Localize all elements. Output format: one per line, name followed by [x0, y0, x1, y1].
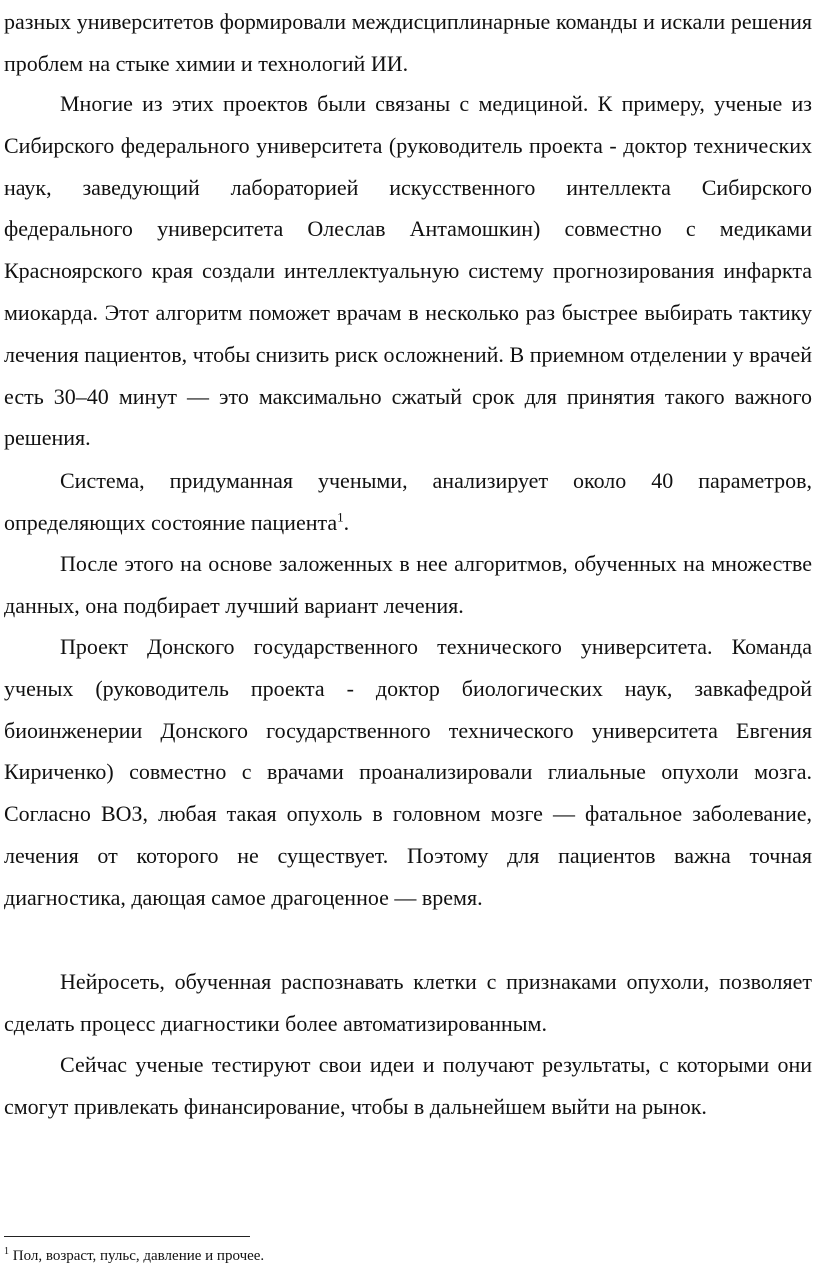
footnote-reference[interactable]: 1: [337, 509, 344, 525]
paragraph-system-parameters-tail: .: [343, 509, 350, 535]
footnote-text: Пол, возраст, пульс, давление и прочее.: [9, 1248, 265, 1264]
paragraph-continuation: разных университетов формировали междисциплинарные команды и искали решения проблем на стыке химии и технологий ИИ.: [4, 9, 812, 76]
paragraph-algorithm-treatment: После этого на основе заложенных в нее алгоритмов, обученных на множестве данных, она подбирает лучший вариант лечения.: [4, 551, 812, 618]
paragraph-dstu-project: Проект Донского государственного технического университета. Команда ученых (руководитель проекта - доктор биологических наук, завкафедрой биоинженерии Донского государственного технического университета Евгения Кириченко) совместно с врачами проанализировали глиальные опухоли мозга. Согласно ВОЗ, любая такая опухоль в головном мозге — фатальное заболевание, лечения от которого не существует. Поэтому для пациентов важна точная диагностика, дающая самое драгоценное — время.: [4, 634, 812, 910]
paragraph-neural-network: Нейросеть, обученная распознавать клетки с признаками опухоли, позволяет сделать процесс диагностики более автоматизированным.: [4, 969, 812, 1036]
footnote-separator: [4, 1236, 250, 1237]
paragraph-system-parameters-text: Система, придуманная учеными, анализирует около 40 параметров, определяющих состояние пациента: [4, 468, 812, 535]
paragraph-sfu-project: Многие из этих проектов были связаны с медициной. К примеру, ученые из Сибирского федерального университета (руководитель проекта - доктор технических наук, заведующий лабораторией искусственного интеллекта Сибирского федерального университета Олеслав Антамошкин) совместно с медиками Красноярского края создали интеллектуальную систему прогнозирования инфаркта миокарда. Этот алгоритм поможет врачам в несколько раз быстрее выбирать тактику лечения пациентов, чтобы снизить риск осложнений. В приемном отделении у врачей есть 30–40 минут — это максимально сжатый срок для принятия такого важного решения.: [4, 91, 812, 451]
footnote: [4, 1246, 264, 1266]
paragraph-system-parameters: [4, 460, 812, 544]
paragraph-testing-ideas: Сейчас ученые тестируют свои идеи и получают результаты, с которыми они смогут привлекать финансирование, чтобы в дальнейшем выйти на рынок.: [4, 1052, 812, 1119]
footnote-mark: 1: [4, 1246, 9, 1257]
